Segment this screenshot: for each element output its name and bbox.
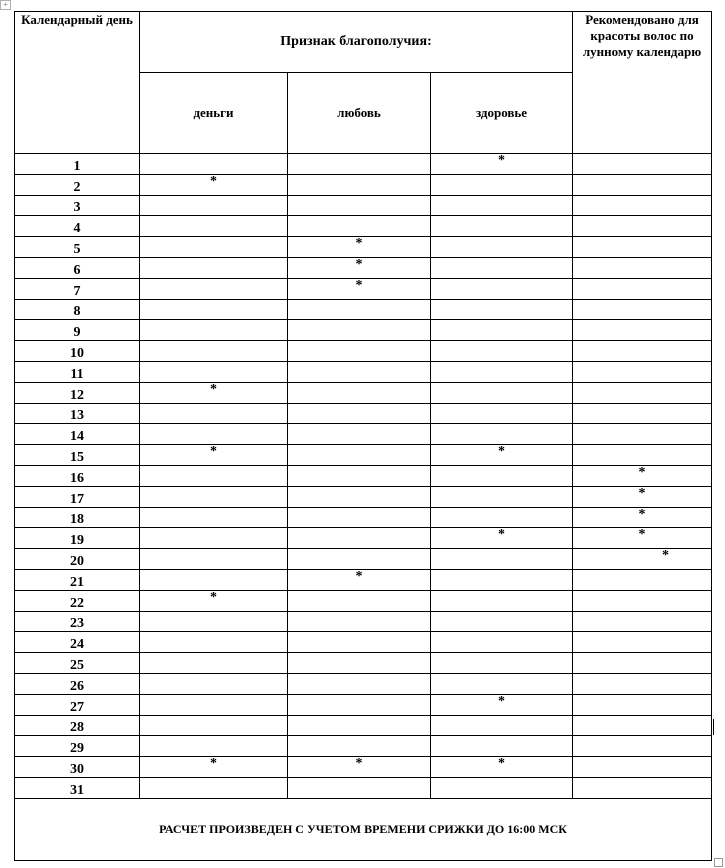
love-mark [288, 694, 431, 715]
health-mark [431, 653, 573, 674]
money-mark [140, 736, 288, 757]
love-mark [288, 403, 431, 424]
health-mark [431, 195, 573, 216]
day-number: 3 [15, 195, 140, 216]
table-row [15, 528, 712, 549]
day-number: 25 [15, 653, 140, 674]
health-mark [431, 424, 573, 445]
day-number: 9 [15, 320, 140, 341]
recommended-mark [573, 382, 712, 403]
recommended-mark [573, 694, 712, 715]
money-mark [140, 341, 288, 362]
day-number: 1 [15, 154, 140, 175]
money-mark [140, 653, 288, 674]
day-number: 14 [15, 424, 140, 445]
love-mark [288, 736, 431, 757]
love-mark [288, 673, 431, 694]
recommended-mark [573, 715, 712, 736]
money-mark [140, 216, 288, 237]
health-mark [431, 216, 573, 237]
money-mark [140, 320, 288, 341]
money-mark [140, 154, 288, 175]
health-mark [431, 382, 573, 403]
table-row [15, 445, 712, 466]
wellbeing-group-header: Признак благополучия: [140, 12, 573, 73]
health-mark [431, 237, 573, 258]
love-mark [288, 465, 431, 486]
recommended-mark [573, 216, 712, 237]
love-mark [288, 361, 431, 382]
table-row [15, 299, 712, 320]
money-mark [140, 465, 288, 486]
table-row [15, 257, 712, 278]
health-mark [431, 174, 573, 195]
recommended-mark: * [573, 549, 712, 570]
money-mark [140, 549, 288, 570]
recommended-mark: * [573, 465, 712, 486]
day-number: 28 [15, 715, 140, 736]
day-number: 16 [15, 465, 140, 486]
recommended-mark [573, 299, 712, 320]
love-mark [288, 486, 431, 507]
table-row [15, 320, 712, 341]
day-number: 31 [15, 777, 140, 798]
table-row [15, 549, 712, 570]
table-row [15, 694, 712, 715]
recommended-mark [573, 278, 712, 299]
table-row [15, 673, 712, 694]
money-mark [140, 486, 288, 507]
health-mark [431, 611, 573, 632]
money-mark [140, 632, 288, 653]
health-mark [431, 278, 573, 299]
love-mark [288, 549, 431, 570]
love-mark [288, 632, 431, 653]
recommended-mark [573, 195, 712, 216]
day-number: 13 [15, 403, 140, 424]
love-mark [288, 590, 431, 611]
day-number: 30 [15, 757, 140, 778]
love-mark [288, 528, 431, 549]
recommended-mark: * [573, 528, 712, 549]
health-mark [431, 507, 573, 528]
health-mark [431, 549, 573, 570]
recommended-mark [573, 174, 712, 195]
health-mark [431, 341, 573, 362]
day-number: 2 [15, 174, 140, 195]
money-mark [140, 673, 288, 694]
table-row [15, 382, 712, 403]
money-mark [140, 278, 288, 299]
recommended-mark [573, 424, 712, 445]
love-mark [288, 611, 431, 632]
health-mark [431, 590, 573, 611]
table-row [15, 653, 712, 674]
recommended-mark [573, 361, 712, 382]
love-column-header: любовь [288, 73, 431, 154]
health-mark: * [431, 757, 573, 778]
table-row [15, 195, 712, 216]
money-mark [140, 507, 288, 528]
health-mark: * [431, 528, 573, 549]
health-mark [431, 299, 573, 320]
table-row [15, 237, 712, 258]
recommended-mark [573, 673, 712, 694]
money-mark: * [140, 174, 288, 195]
table-row [15, 424, 712, 445]
days-body [15, 154, 712, 799]
recommended-mark [573, 611, 712, 632]
recommended-mark: * [573, 486, 712, 507]
day-number: 8 [15, 299, 140, 320]
love-mark [288, 216, 431, 237]
day-column-header: Календарный день [15, 12, 140, 154]
love-mark: * [288, 569, 431, 590]
day-number: 29 [15, 736, 140, 757]
table-row [15, 715, 712, 736]
health-mark [431, 361, 573, 382]
health-mark [431, 257, 573, 278]
love-mark [288, 382, 431, 403]
recommended-mark [573, 632, 712, 653]
day-number: 17 [15, 486, 140, 507]
money-mark [140, 611, 288, 632]
health-mark: * [431, 694, 573, 715]
money-mark: * [140, 590, 288, 611]
text-cursor [713, 719, 714, 735]
money-mark [140, 569, 288, 590]
money-mark: * [140, 382, 288, 403]
love-mark [288, 341, 431, 362]
money-mark [140, 195, 288, 216]
money-mark [140, 715, 288, 736]
money-mark [140, 528, 288, 549]
day-number: 27 [15, 694, 140, 715]
recommended-mark [573, 403, 712, 424]
health-mark [431, 569, 573, 590]
recommended-mark [573, 320, 712, 341]
day-number: 24 [15, 632, 140, 653]
love-mark [288, 445, 431, 466]
table-row [15, 590, 712, 611]
health-mark: * [431, 154, 573, 175]
health-mark [431, 632, 573, 653]
table-row [15, 569, 712, 590]
day-number: 23 [15, 611, 140, 632]
table-move-handle[interactable]: + [0, 0, 11, 10]
day-number: 20 [15, 549, 140, 570]
love-mark [288, 154, 431, 175]
table-row [15, 777, 712, 798]
love-mark [288, 299, 431, 320]
health-mark [431, 777, 573, 798]
table-row [15, 154, 712, 175]
table-row [15, 278, 712, 299]
health-mark [431, 465, 573, 486]
money-mark [140, 777, 288, 798]
money-mark [140, 299, 288, 320]
recommended-mark [573, 777, 712, 798]
recommended-mark [573, 653, 712, 674]
recommended-mark [573, 237, 712, 258]
table-row [15, 465, 712, 486]
health-mark [431, 736, 573, 757]
money-column-header: деньги [140, 73, 288, 154]
table-row [15, 486, 712, 507]
health-mark [431, 715, 573, 736]
day-number: 10 [15, 341, 140, 362]
table-row [15, 632, 712, 653]
recommended-mark [573, 154, 712, 175]
health-mark [431, 403, 573, 424]
table-row [15, 216, 712, 237]
money-mark [140, 424, 288, 445]
recommended-mark [573, 757, 712, 778]
table-row [15, 174, 712, 195]
day-number: 6 [15, 257, 140, 278]
love-mark [288, 653, 431, 674]
love-mark [288, 320, 431, 341]
day-number: 18 [15, 507, 140, 528]
money-mark [140, 694, 288, 715]
health-column-header: здоровье [431, 73, 573, 154]
day-number: 21 [15, 569, 140, 590]
recommended-mark [573, 341, 712, 362]
table-row [15, 757, 712, 778]
money-mark [140, 257, 288, 278]
table-row [15, 611, 712, 632]
money-mark: * [140, 757, 288, 778]
day-number: 11 [15, 361, 140, 382]
table-row [15, 403, 712, 424]
table-row [15, 341, 712, 362]
recommended-mark [573, 257, 712, 278]
love-mark [288, 507, 431, 528]
recommended-mark [573, 445, 712, 466]
lunar-calendar-table [14, 11, 712, 861]
table-row [15, 361, 712, 382]
health-mark [431, 486, 573, 507]
day-number: 19 [15, 528, 140, 549]
love-mark: * [288, 237, 431, 258]
table-row [15, 736, 712, 757]
day-number: 5 [15, 237, 140, 258]
love-mark [288, 777, 431, 798]
love-mark [288, 195, 431, 216]
love-mark [288, 424, 431, 445]
money-mark [140, 361, 288, 382]
day-number: 12 [15, 382, 140, 403]
love-mark: * [288, 257, 431, 278]
day-number: 22 [15, 590, 140, 611]
day-number: 4 [15, 216, 140, 237]
table-row [15, 507, 712, 528]
health-mark [431, 320, 573, 341]
footer-note: РАСЧЕТ ПРОИЗВЕДЕН С УЧЕТОМ ВРЕМЕНИ СРИЖКИ ДО 16:00 МСК [15, 798, 712, 860]
recommended-column-header: Рекомендовано для красоты волос по лунному календарю [573, 12, 712, 154]
money-mark [140, 403, 288, 424]
recommended-mark: * [573, 507, 712, 528]
table-resize-handle[interactable] [714, 858, 723, 867]
love-mark: * [288, 757, 431, 778]
love-mark: * [288, 278, 431, 299]
day-number: 15 [15, 445, 140, 466]
recommended-mark [573, 569, 712, 590]
recommended-mark [573, 736, 712, 757]
love-mark [288, 174, 431, 195]
day-number: 7 [15, 278, 140, 299]
recommended-mark [573, 590, 712, 611]
health-mark: * [431, 445, 573, 466]
money-mark: * [140, 445, 288, 466]
love-mark [288, 715, 431, 736]
money-mark [140, 237, 288, 258]
day-number: 26 [15, 673, 140, 694]
health-mark [431, 673, 573, 694]
